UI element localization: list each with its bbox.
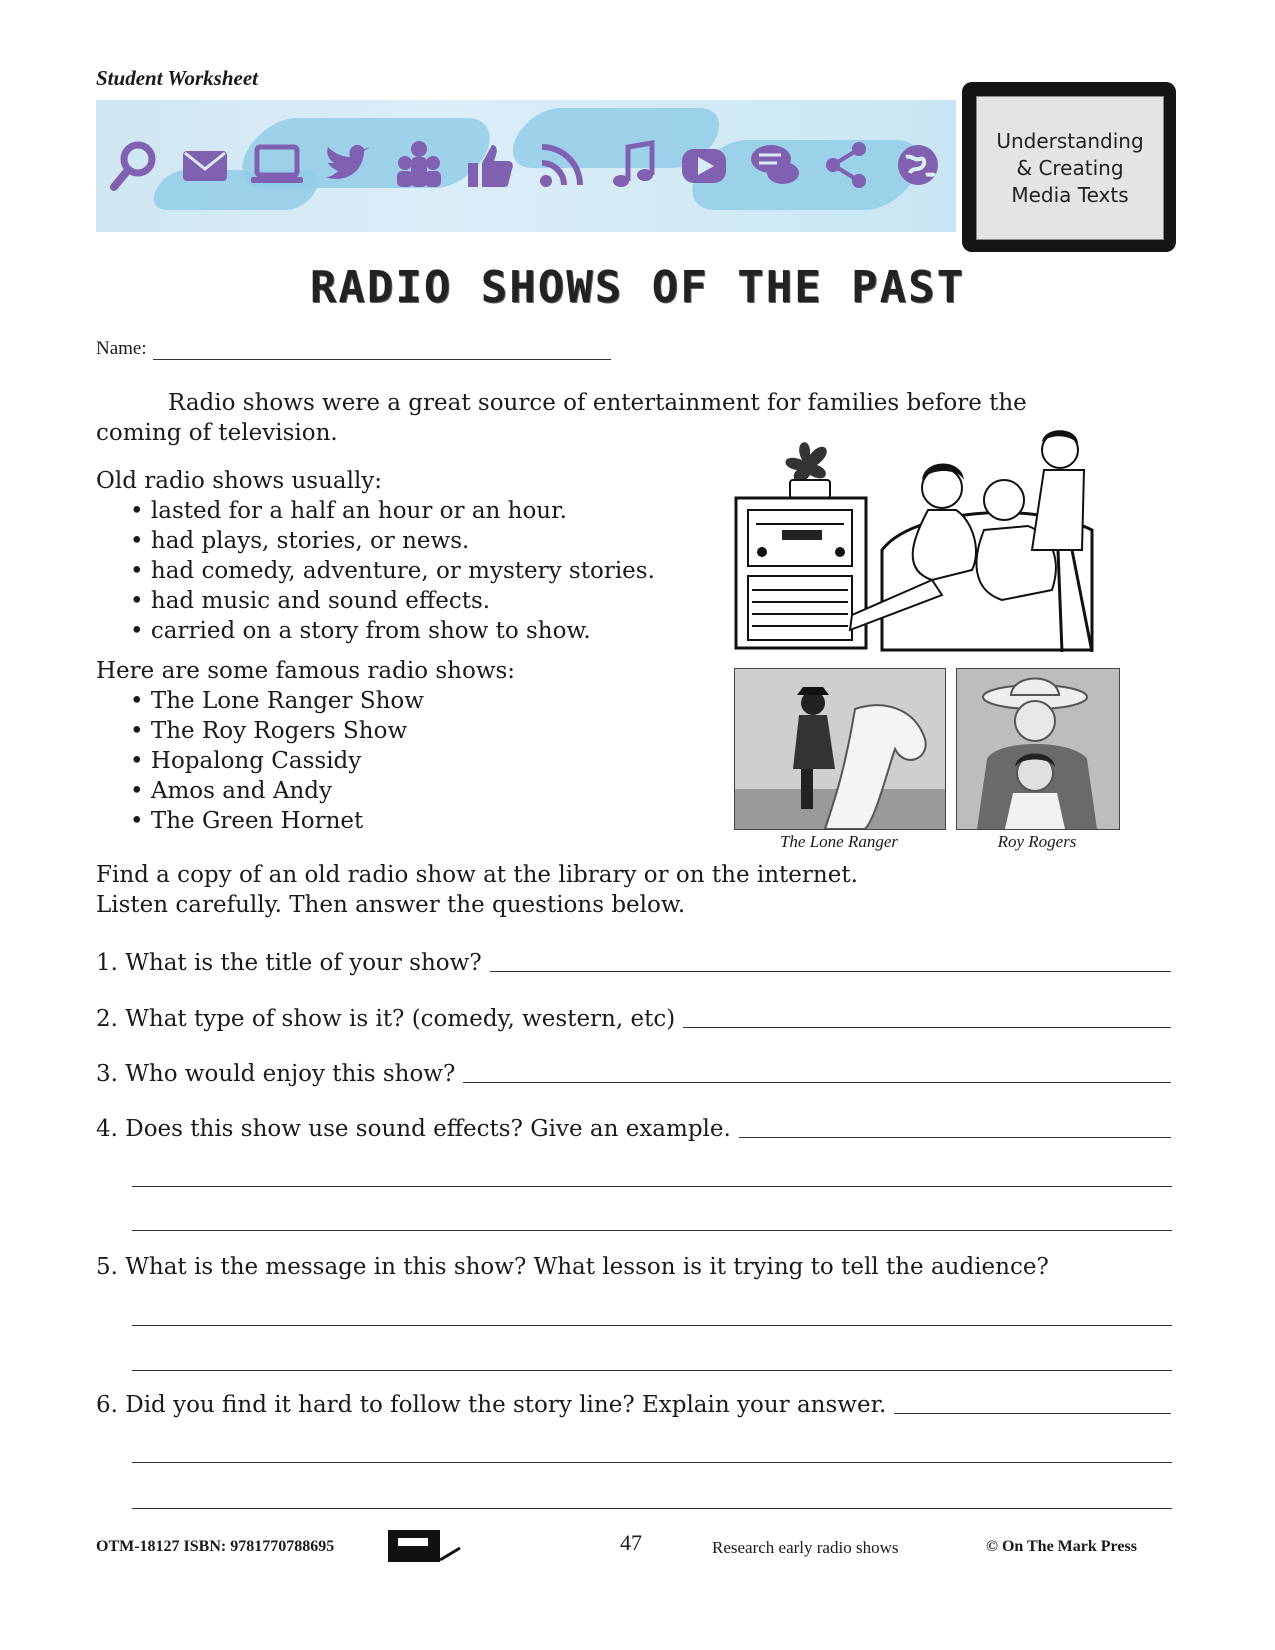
family-radio-illustration xyxy=(732,430,1140,652)
list-item: • Amos and Andy xyxy=(130,776,424,806)
famous-list xyxy=(130,686,424,836)
people-icon xyxy=(391,137,447,193)
answer-6-line-3[interactable] xyxy=(132,1508,1172,1509)
list-item: • Hopalong Cassidy xyxy=(130,746,424,776)
globe-icon xyxy=(890,137,946,193)
intro-line-2: coming of television. xyxy=(96,420,338,446)
answer-2-line[interactable] xyxy=(683,1004,1171,1028)
list-item: • The Lone Ranger Show xyxy=(130,686,424,716)
footer-code: OTM-18127 ISBN: 9781770788695 xyxy=(96,1538,335,1555)
question-3-text: 3. Who would enjoy this show? xyxy=(96,1061,456,1087)
chat-icon xyxy=(747,137,803,193)
famous-lead: Here are some famous radio shows: xyxy=(96,658,516,684)
list-item: • The Roy Rogers Show xyxy=(130,716,424,746)
usually-list xyxy=(130,496,655,646)
list-item: • had comedy, adventure, or mystery stories. xyxy=(130,556,655,586)
question-4-text: 4. Does this show use sound effects? Give an example. xyxy=(96,1116,731,1142)
question-6-text: 6. Did you find it hard to follow the story line? Explain your answer. xyxy=(96,1392,887,1418)
page-number: 47 xyxy=(620,1530,642,1555)
worksheet-label: Student Worksheet xyxy=(96,66,259,90)
list-item: • had music and sound effects. xyxy=(130,586,655,616)
printer-logo-icon xyxy=(386,1526,462,1566)
tablet-screen xyxy=(976,96,1164,240)
footer-copyright: © On The Mark Press xyxy=(986,1538,1137,1555)
usually-lead: Old radio shows usually: xyxy=(96,468,383,494)
answer-1-line[interactable] xyxy=(490,948,1171,972)
question-1-text: 1. What is the title of your show? xyxy=(96,950,482,976)
answer-3-line[interactable] xyxy=(463,1059,1171,1083)
question-3 xyxy=(96,1059,1171,1089)
question-4 xyxy=(96,1114,1171,1144)
list-item: • lasted for a half an hour or an hour. xyxy=(130,496,655,526)
answer-6-line[interactable] xyxy=(894,1390,1171,1414)
mail-icon xyxy=(177,137,233,193)
instructions-line-1: Find a copy of an old radio show at the library or on the internet. xyxy=(96,862,858,888)
footer-topic: Research early radio shows xyxy=(712,1538,899,1557)
question-5 xyxy=(96,1252,1171,1282)
instructions-line-2: Listen carefully. Then answer the questions below. xyxy=(96,892,686,918)
question-2-text: 2. What type of show is it? (comedy, western, etc) xyxy=(96,1006,676,1032)
share-icon xyxy=(819,137,875,193)
answer-4-line[interactable] xyxy=(739,1114,1171,1138)
name-row xyxy=(96,338,611,360)
roy-rogers-photo xyxy=(956,668,1120,830)
answer-4-line-3[interactable] xyxy=(132,1230,1172,1231)
intro-line-1: Radio shows were a great source of entertainment for families before the xyxy=(168,390,1027,416)
twitter-bird-icon xyxy=(320,137,376,193)
question-2 xyxy=(96,1004,1171,1034)
list-item: • carried on a story from show to show. xyxy=(130,616,655,646)
music-note-icon xyxy=(605,137,661,193)
name-field[interactable] xyxy=(153,341,611,360)
search-icon xyxy=(106,137,162,193)
lone-ranger-photo xyxy=(734,668,946,830)
tablet-line-3: Media Texts xyxy=(1011,182,1129,207)
answer-5-line-2[interactable] xyxy=(132,1370,1172,1371)
list-item: • had plays, stories, or news. xyxy=(130,526,655,556)
list-item: • The Green Hornet xyxy=(130,806,424,836)
thumbs-up-icon xyxy=(462,137,518,193)
roy-rogers-caption: Roy Rogers xyxy=(997,832,1077,851)
lone-ranger-caption: The Lone Ranger xyxy=(779,832,899,851)
answer-5-line-1[interactable] xyxy=(132,1325,1172,1326)
tablet-frame xyxy=(962,82,1176,252)
media-icons-banner xyxy=(96,100,956,232)
tablet-line-1: Understanding xyxy=(996,128,1144,153)
answer-6-line-2[interactable] xyxy=(132,1462,1172,1463)
question-1 xyxy=(96,948,1171,978)
question-6 xyxy=(96,1390,1171,1420)
rss-icon xyxy=(534,137,590,193)
name-label: Name: xyxy=(96,338,147,359)
tablet-line-2: & Creating xyxy=(1016,155,1124,180)
instructions xyxy=(96,860,858,920)
question-5-text: 5. What is the message in this show? What lesson is it trying to tell the audience? xyxy=(96,1254,1049,1280)
page-title: RADIO SHOWS OF THE PAST xyxy=(309,262,966,313)
play-icon xyxy=(676,137,732,193)
answer-4-line-2[interactable] xyxy=(132,1186,1172,1187)
laptop-icon xyxy=(249,137,305,193)
